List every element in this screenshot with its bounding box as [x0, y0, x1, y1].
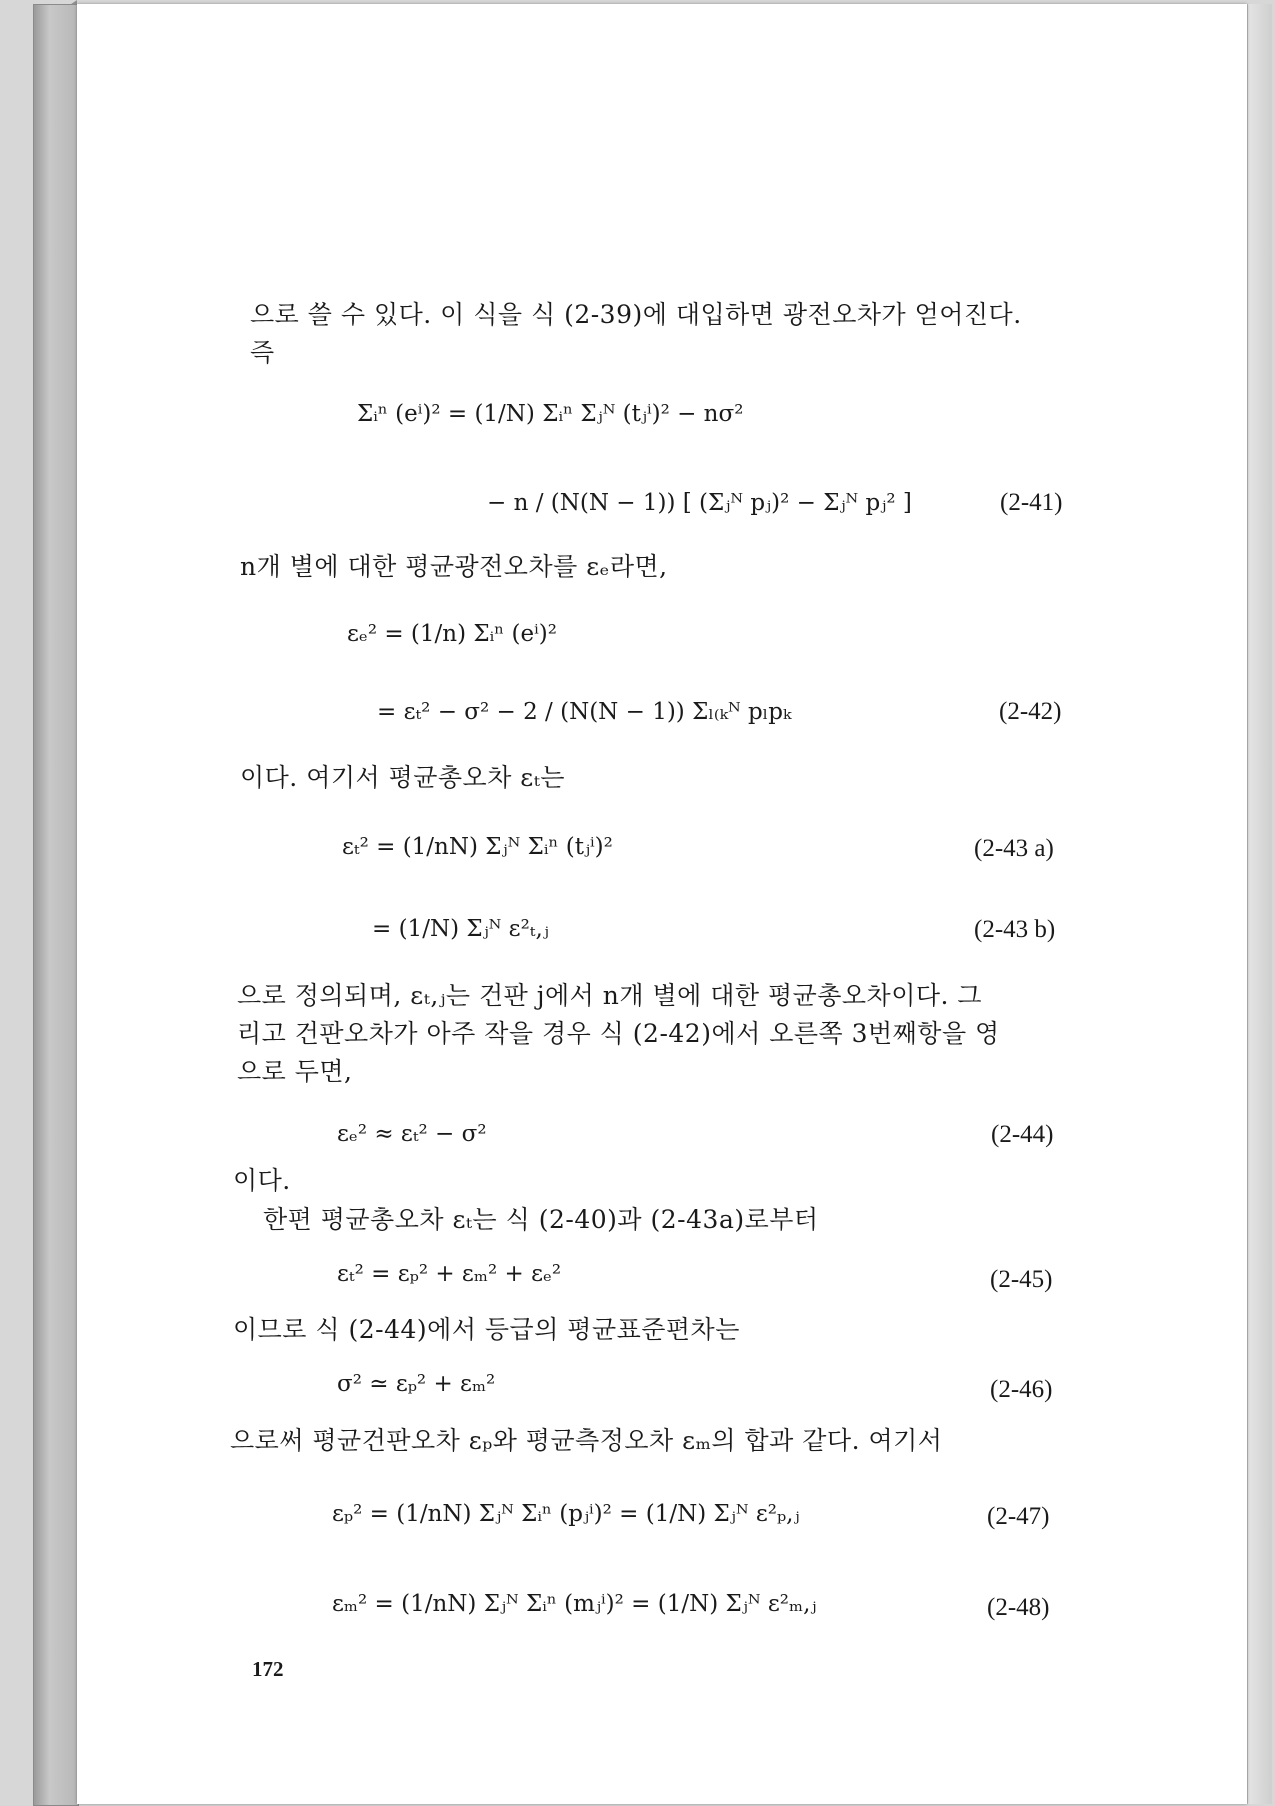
paragraph-line: 으로 쓸 수 있다. 이 식을 식 (2-39)에 대입하면 광전오차가 얻어진다. — [250, 300, 1022, 329]
equation-number: (2-43 b) — [974, 916, 1056, 943]
equation: = (1/N) Σⱼᴺ ε²ₜ,ⱼ — [372, 916, 549, 942]
equation-number: (2-47) — [987, 1503, 1050, 1530]
equation: εₜ² = (1/nN) Σⱼᴺ Σᵢⁿ (tⱼⁱ)² — [342, 834, 613, 860]
equation: εₘ² = (1/nN) Σⱼᴺ Σᵢⁿ (mⱼⁱ)² = (1/N) Σⱼᴺ ε²ₘ,ⱼ — [332, 1591, 817, 1617]
page-number: 172 — [252, 1657, 284, 1681]
equation: σ² ≃ εₚ² + εₘ² — [337, 1371, 496, 1397]
paragraph-line: 이므로 식 (2-44)에서 등급의 평균표준편차는 — [233, 1315, 740, 1344]
paragraph-line: 리고 건판오차가 아주 작을 경우 식 (2-42)에서 오른쪽 3번째항을 영 — [237, 1019, 1000, 1048]
equation-number: (2-46) — [990, 1376, 1053, 1403]
equation-number: (2-42) — [999, 698, 1062, 725]
paragraph-line: 으로 정의되며, εₜ,ⱼ는 건판 j에서 n개 별에 대한 평균총오차이다. 그 — [237, 981, 983, 1010]
equation-number: (2-43 a) — [974, 835, 1054, 862]
equation: Σᵢⁿ (eⁱ)² = (1/N) Σᵢⁿ Σⱼᴺ (tⱼⁱ)² − nσ² — [357, 401, 744, 427]
equation: εₑ² ≈ εₜ² − σ² — [337, 1121, 487, 1147]
paragraph-line: 이다. 여기서 평균총오차 εₜ는 — [240, 763, 566, 792]
equation: εₜ² = εₚ² + εₘ² + εₑ² — [337, 1261, 562, 1287]
book-page — [77, 4, 1247, 1804]
equation: εₑ² = (1/n) Σᵢⁿ (eⁱ)² — [347, 621, 557, 647]
equation: − n / (N(N − 1)) [ (Σⱼᴺ pⱼ)² − Σⱼᴺ pⱼ² ] — [487, 490, 912, 516]
equation-number: (2-44) — [991, 1121, 1054, 1148]
equation: εₚ² = (1/nN) Σⱼᴺ Σᵢⁿ (pⱼⁱ)² = (1/N) Σⱼᴺ ε²ₚ,ⱼ — [332, 1501, 800, 1527]
paragraph-line: 한편 평균총오차 εₜ는 식 (2-40)과 (2-43a)로부터 — [263, 1205, 819, 1234]
page-content — [77, 4, 1247, 1804]
paragraph-line: n개 별에 대한 평균광전오차를 εₑ라면, — [240, 552, 668, 581]
paragraph-line: 으로 두면, — [237, 1057, 353, 1086]
paragraph-line: 즉 — [250, 338, 275, 367]
paragraph-line: 으로써 평균건판오차 εₚ와 평균측정오차 εₘ의 합과 같다. 여기서 — [230, 1426, 943, 1455]
page-edge — [1247, 4, 1272, 1804]
paragraph-line: 이다. — [233, 1166, 291, 1195]
book-spine — [33, 4, 79, 1806]
equation-number: (2-48) — [987, 1594, 1050, 1621]
equation-number: (2-41) — [1000, 489, 1063, 516]
equation-number: (2-45) — [990, 1266, 1053, 1293]
equation: = εₜ² − σ² − 2 / (N(N − 1)) Σₗ₍ₖᴺ pₗpₖ — [377, 699, 792, 725]
